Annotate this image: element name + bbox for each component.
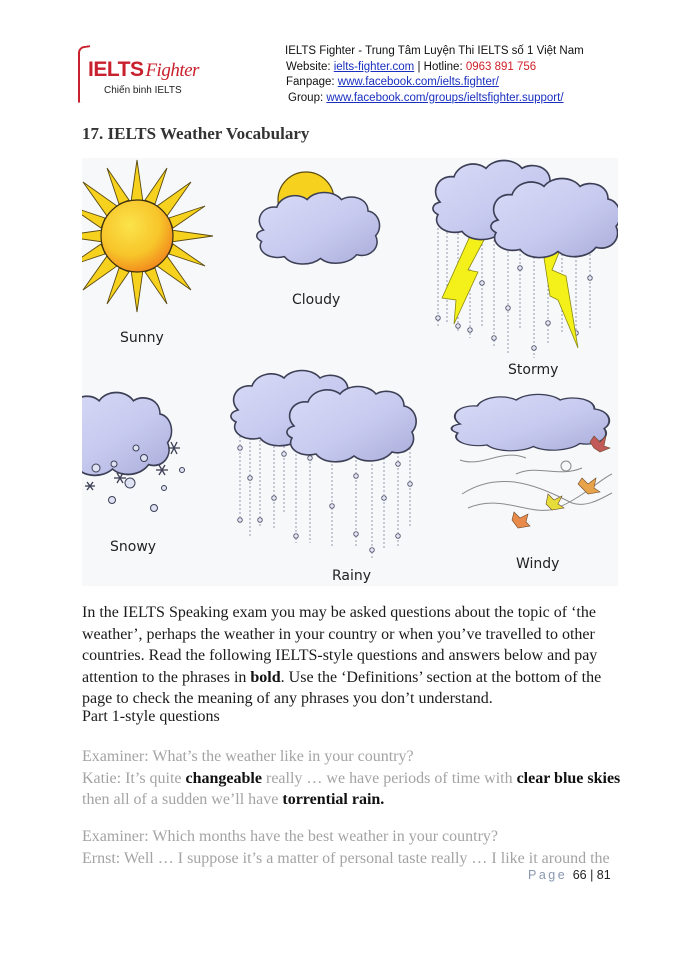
hotline-number: 0963 891 756 (465, 60, 537, 73)
stormy-icon (433, 161, 618, 358)
qa-block (82, 826, 622, 869)
ielts-fighter-logo (78, 44, 206, 104)
vocab-phrase: torrential rain. (282, 791, 385, 808)
header-contact-info (285, 44, 584, 106)
windy-label: Windy (516, 556, 560, 572)
snowy-label: Snowy (110, 539, 157, 555)
website-link[interactable]: ielts-fighter.com (333, 60, 415, 73)
snowy-icon (82, 393, 185, 512)
sunny-label: Sunny (120, 330, 164, 346)
header-website-line: Website: ielts-fighter.com | Hotline: 0963 891 756 (286, 60, 537, 73)
cloudy-icon (257, 172, 380, 264)
stormy-label: Stormy (508, 362, 559, 378)
candidate-answer: Ernst: Well … I suppose it’s a matter of personal taste really … I like it around the (82, 849, 610, 867)
qa-block (82, 746, 622, 811)
header-fanpage-line: Fanpage: www.facebook.com/ielts.fighter/ (286, 76, 499, 88)
sunny-icon (82, 160, 213, 312)
vocab-phrase: clear blue skies (516, 769, 621, 787)
header-group-line: Group: www.facebook.com/groups/ieltsfighter.support/ (288, 91, 564, 104)
group-link[interactable]: www.facebook.com/groups/ieltsfighter.support/ (326, 91, 564, 104)
examiner-question: Examiner: What’s the weather like in your country? (82, 748, 414, 765)
weather-illustration (82, 158, 618, 586)
part-heading: Part 1-style questions (82, 708, 220, 725)
bold-keyword: bold (250, 668, 281, 686)
rainy-label: Rainy (332, 568, 372, 584)
candidate-answer: Katie: It’s quite changeable really … we have periods of time with clear blue skies then all of a sudden we’ll have torrential rain. (82, 769, 621, 808)
page-number: Page 66 | 81 (528, 868, 611, 882)
header-center-name: IELTS Fighter - Trung Tâm Luyện Thi IELTS số 1 Việt Nam (285, 45, 584, 57)
vocab-phrase: changeable (185, 769, 262, 787)
cloudy-label: Cloudy (292, 292, 341, 308)
section-title: 17. IELTS Weather Vocabulary (82, 124, 310, 143)
logo-tagline: Chiến binh IELTS (104, 85, 182, 96)
logo-wordmark: IELTS Fighter (88, 58, 199, 81)
intro-paragraph: In the IELTS Speaking exam you may be asked questions about the topic of ‘the weather’, perhaps the weather in your country or when you’ve travelled to other countries. Read the following IELTS-style questions and answers below and pay attention to the phrases in bold. Use the ‘Definitions’ section at the bottom of the page to check the meaning of any phrases you don’t understand. (82, 604, 602, 707)
rainy-icon (231, 371, 416, 559)
fanpage-link[interactable]: www.facebook.com/ielts.fighter/ (337, 76, 499, 88)
examiner-question: Examiner: Which months have the best weather in your country? (82, 828, 499, 845)
windy-icon (452, 394, 612, 528)
